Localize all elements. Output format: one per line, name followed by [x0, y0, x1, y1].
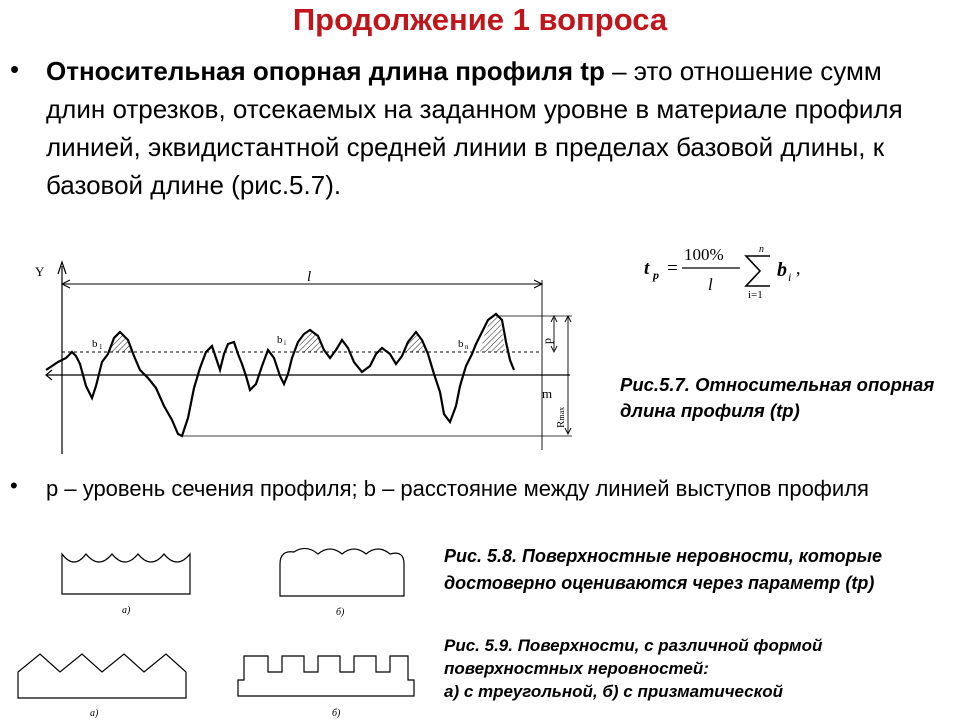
figure-5-8-caption: Рис. 5.8. Поверхностные неровности, которые достоверно оцениваются через параметр (tp) — [444, 546, 882, 593]
formula-term-sub: i — [788, 270, 792, 284]
p-label: p — [540, 338, 554, 344]
figure-5-9b-label: б) — [332, 708, 341, 719]
figure-5-8b — [274, 542, 424, 618]
figure-5-7-caption: Рис.5.7. Относительная опорная длина профиля (tp) — [620, 374, 935, 421]
prismatic-surface-shape — [238, 656, 414, 696]
bullet-marker: • — [10, 473, 18, 498]
formula-numerator: 100% — [684, 245, 724, 264]
figure-5-9b — [232, 652, 422, 720]
figure-5-9-caption — [444, 634, 944, 703]
mean-line-label: m — [542, 386, 553, 401]
label-bi-sub: i — [284, 339, 286, 347]
formula-trailing: , — [796, 258, 801, 278]
definition-term: Относительная опорная длина профиля tp — [46, 56, 605, 86]
scalloped-surface-shape — [62, 554, 190, 594]
figure-5-8b-label: б) — [336, 607, 345, 618]
label-b1-sub: 1 — [99, 343, 103, 351]
label-bi: b — [277, 334, 283, 346]
figure-5-8a — [56, 544, 206, 616]
formula-lhs: t — [644, 258, 650, 279]
figure-5-9-caption-line2: поверхностных неровностей: — [444, 659, 709, 678]
definition-paragraph — [46, 52, 936, 204]
rounded-surface-shape — [280, 548, 404, 596]
y-axis-label: Y — [35, 264, 45, 279]
profile-diagram — [30, 258, 590, 458]
tp-formula — [636, 238, 816, 300]
label-bn: b — [458, 338, 464, 350]
label-b1: b — [92, 338, 98, 350]
bullet-marker: • — [10, 54, 20, 84]
slide-title: Продолжение 1 вопроса — [292, 2, 668, 37]
formula-equals: = — [667, 258, 678, 279]
formula-sum-upper: n — [759, 244, 764, 255]
figure-5-9-caption-line1: Рис. 5.9. Поверхности, с различной формой — [444, 636, 823, 655]
note-paragraph: p – уровень сечения профиля; b – расстояние между линией выступов профиля — [46, 476, 869, 501]
triangular-surface-shape — [18, 654, 186, 698]
formula-denominator: l — [708, 275, 713, 294]
formula-lhs-sub: p — [653, 268, 659, 282]
figure-5-9-caption-line3: а) с треугольной, б) с призматической — [444, 682, 784, 701]
figure-5-9a-label: а) — [90, 708, 99, 719]
rmax-label: Rmax — [555, 406, 567, 428]
figure-5-9a — [10, 652, 200, 720]
formula-term: b — [777, 259, 787, 281]
base-length-label: l — [307, 269, 312, 285]
formula-sum-lower: i=1 — [748, 289, 763, 300]
sigma-icon — [746, 256, 770, 286]
definition-text: – это отношение сумм длин отрезков, отсекаемых на заданном уровне в материале профиля линией, эквидистантной средней линии в пределах базовой длины, к базовой длине (рис.5.7). — [46, 56, 903, 200]
figure-5-8a-label: а) — [122, 605, 131, 616]
label-bn-sub: n — [465, 343, 469, 351]
